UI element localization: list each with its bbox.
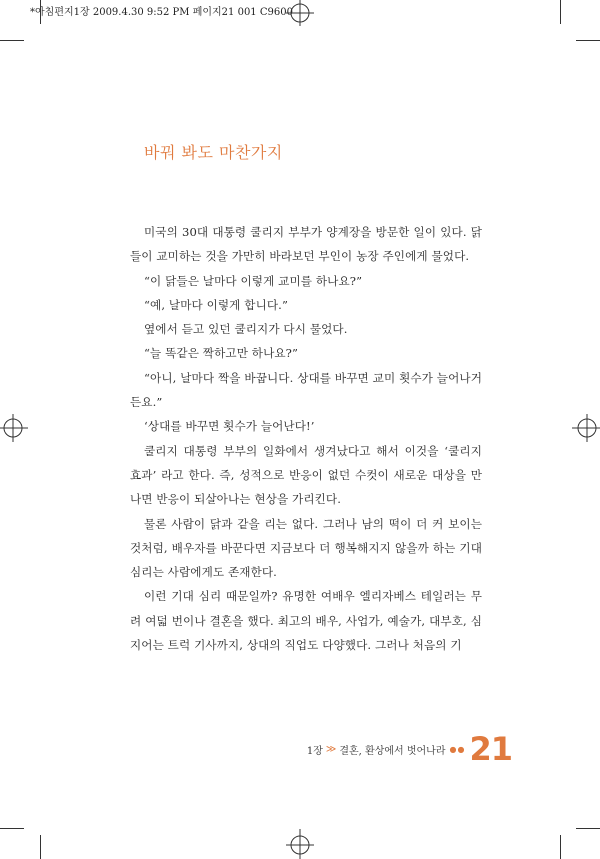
- paragraph: “아니, 날마다 짝을 바꿉니다. 상대를 바꾸면 교미 횟수가 늘어나거든요.”: [130, 370, 482, 410]
- dots-icon: ●●: [449, 744, 466, 754]
- registration-mark-right: [572, 412, 600, 444]
- paragraph: “예, 날마다 이렇게 합니다.”: [144, 297, 288, 312]
- page-footer: [306, 730, 512, 768]
- paragraph: 물론 사람이 닭과 같을 리는 없다. 그러나 남의 떡이 더 커 보이는 것처럼, 배우자를 바꾼다면 지금보다 더 행복해지지 않을까 하는 기대 심리는 사람에게도 존재한다.: [130, 516, 482, 580]
- crop-mark: [560, 0, 561, 24]
- chevron-right-icon: ≫: [325, 743, 337, 755]
- crop-mark: [576, 828, 600, 829]
- paragraph: 옆에서 듣고 있던 쿨리지가 다시 물었다.: [144, 322, 348, 337]
- paragraph: 이런 기대 심리 때문일까? 유명한 여배우 엘리자베스 테일러는 무려 여덟 번이나 결혼을 했다. 최고의 배우, 사업가, 예술가, 대부호, 심지어는 트럭 기사까지, 상대의 직업도 다양했다. 그러나 처음의 기: [130, 589, 482, 653]
- page-number: 21: [469, 730, 512, 768]
- paragraph: “늘 똑같은 짝하고만 하나요?”: [144, 346, 299, 361]
- crop-mark: [40, 835, 41, 859]
- running-title: 결혼, 환상에서 벗어나라: [339, 745, 446, 757]
- crop-mark: [0, 40, 24, 41]
- section-title: 바꿔 봐도 마찬가지: [144, 143, 283, 162]
- registration-mark-left: [0, 412, 28, 444]
- crop-mark: [40, 0, 41, 24]
- registration-mark-top: [284, 0, 316, 26]
- crop-mark: [576, 40, 600, 41]
- paragraph: 미국의 30대 대통령 쿨리지 부부가 양계장을 방문한 일이 있다. 닭들이 교미하는 것을 가만히 바라보던 부인이 농장 주인에게 물었다.: [130, 225, 482, 264]
- crop-mark: [0, 828, 24, 829]
- chapter-label: 1장: [306, 745, 323, 757]
- paragraph: ‘상대를 바꾸면 횟수가 늘어난다!’: [144, 419, 315, 434]
- paragraph: “이 닭들은 날마다 이렇게 교미를 하나요?”: [144, 273, 363, 288]
- registration-mark-bottom: [284, 829, 316, 859]
- print-slug: *아침편지1장 2009.4.30 9:52 PM 페이지21 001 C9600: [30, 7, 293, 18]
- crop-mark: [560, 835, 561, 859]
- paragraph: 쿨리지 대통령 부부의 일화에서 생겨났다고 해서 이것을 ‘쿨리지 효과’ 라고 한다. 즉, 성적으로 반응이 없던 수컷이 새로운 대상을 만나면 반응이 되살아나는 현상을 가리킨다.: [130, 443, 482, 507]
- body-text: [130, 220, 482, 657]
